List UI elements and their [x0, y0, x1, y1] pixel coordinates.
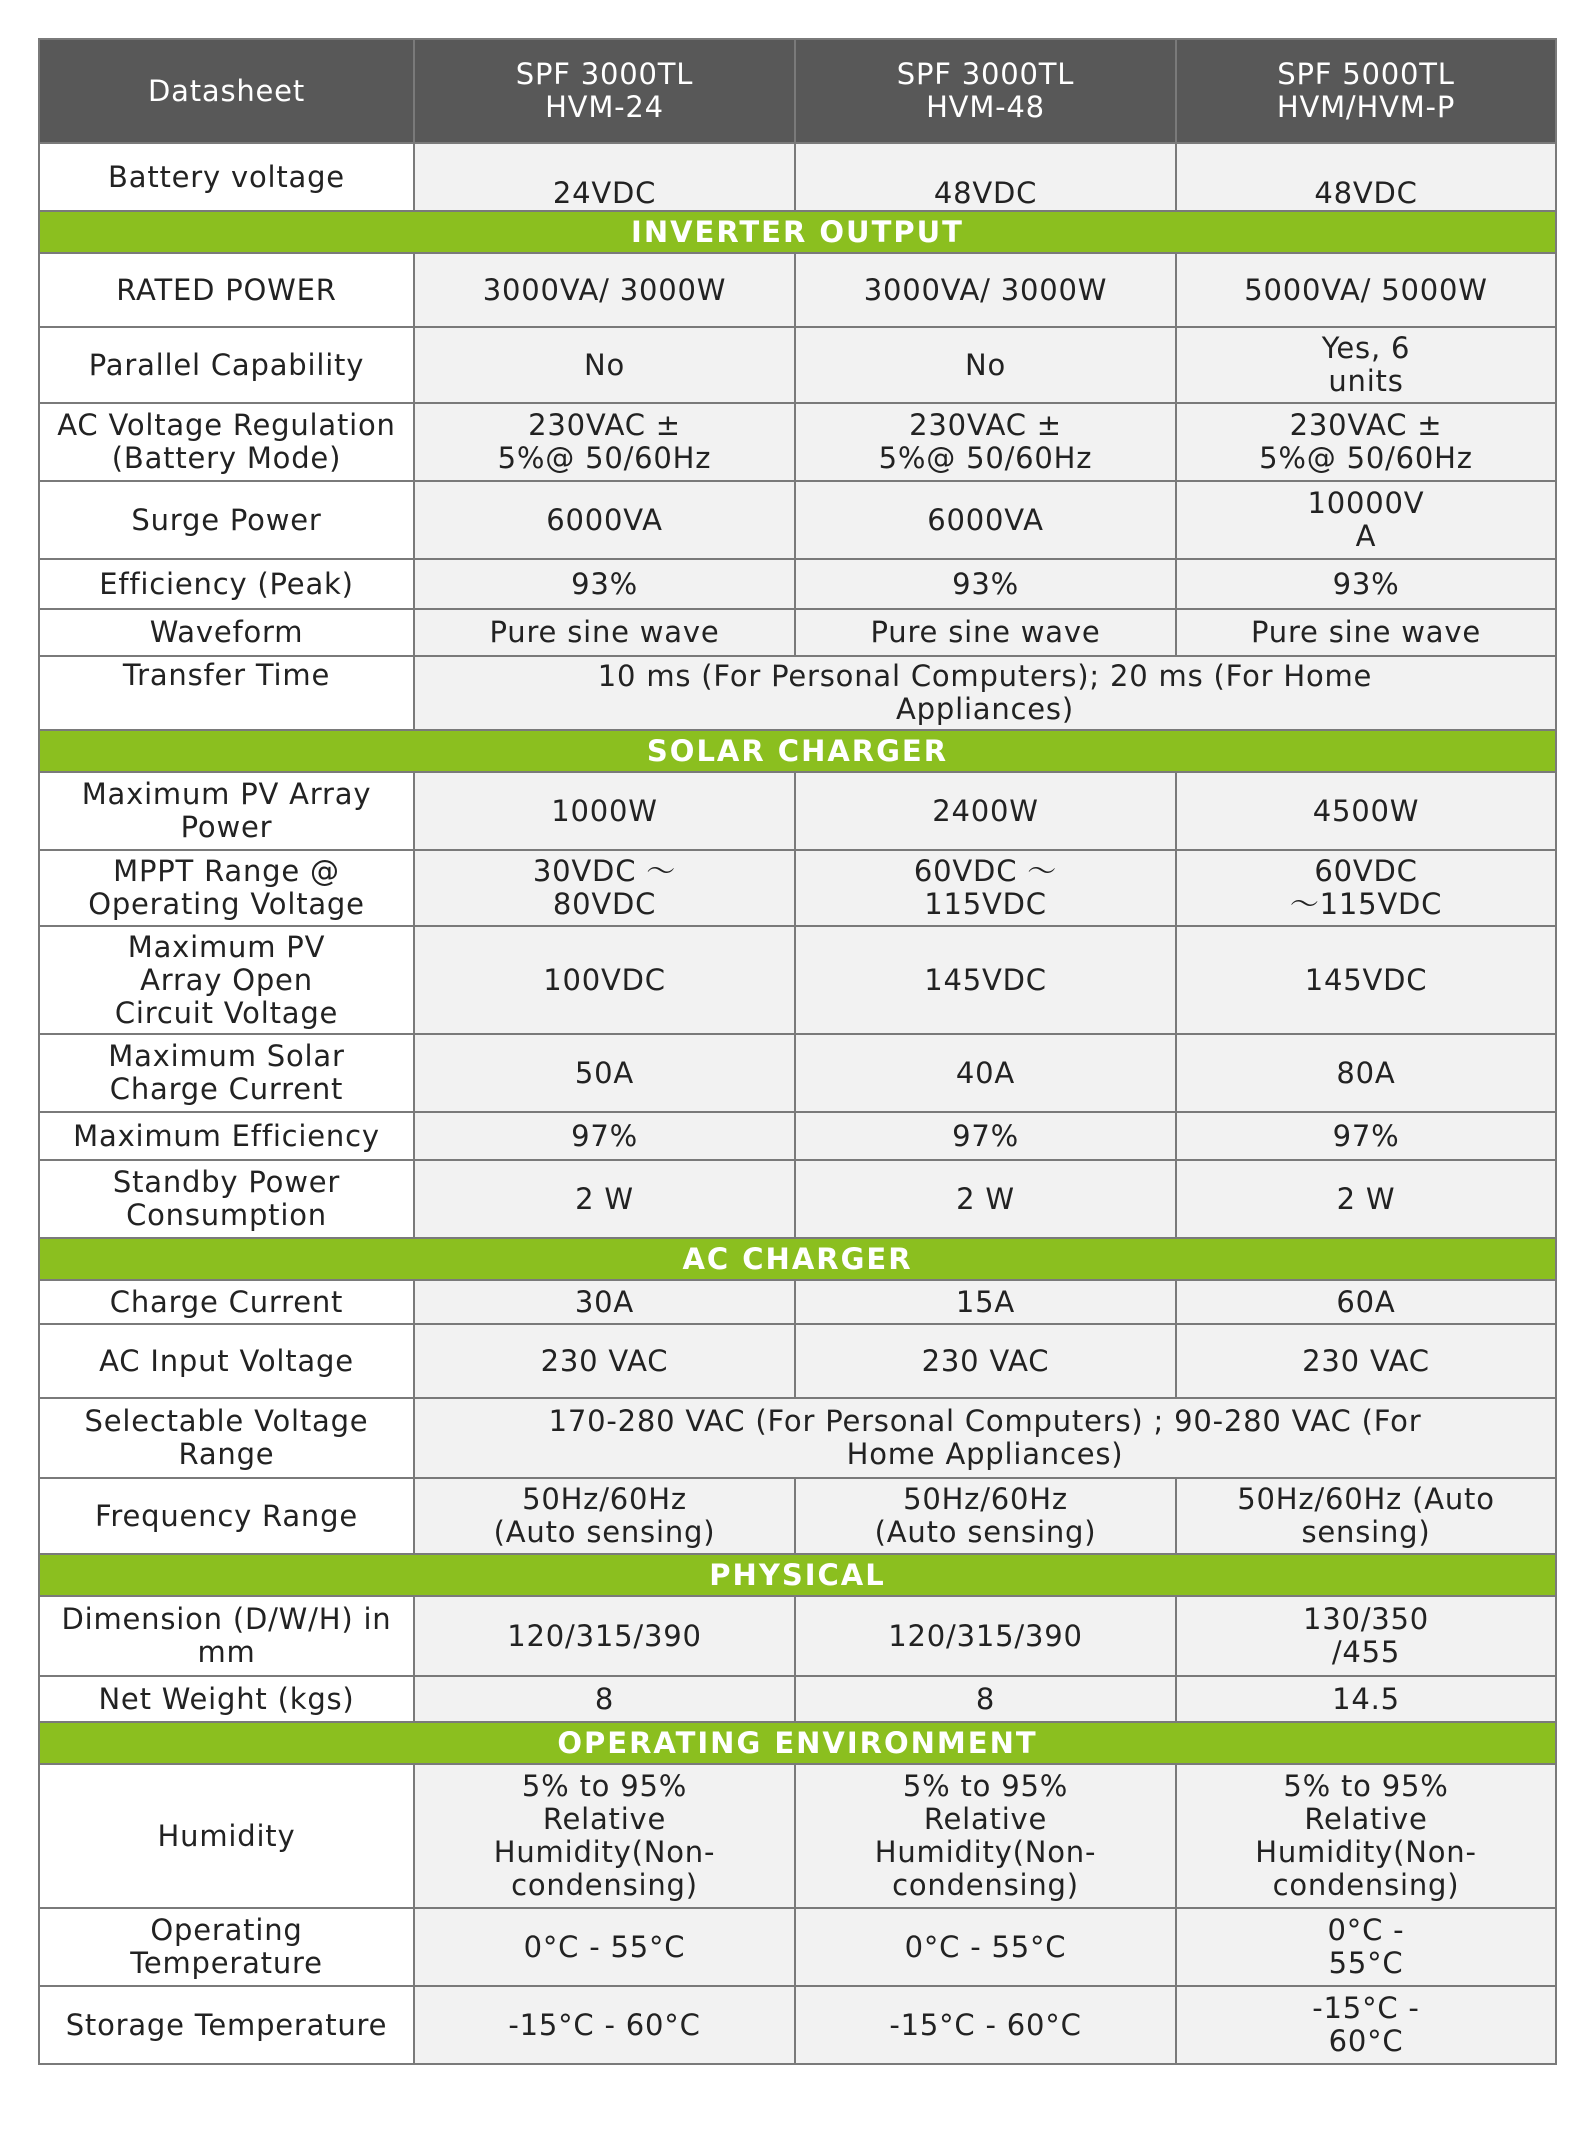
cell-value: 10000V A: [1176, 481, 1556, 559]
header-label: Datasheet: [39, 39, 414, 143]
cell-value: 230 VAC: [414, 1324, 795, 1398]
row-label: Humidity: [39, 1764, 414, 1908]
row-label: RATED POWER: [39, 253, 414, 327]
section-title: INVERTER OUTPUT: [39, 211, 1556, 253]
cell-value: 100VDC: [414, 926, 795, 1034]
cell-value: 60VDC ～ 115VDC: [795, 850, 1176, 926]
row-ac-voltage-regulation: [39, 403, 1556, 481]
row-standby-power: [39, 1160, 1556, 1238]
cell-value-merged: 10 ms (For Personal Computers); 20 ms (For Home Appliances): [414, 656, 1556, 730]
cell-value: -15°C - 60°C: [795, 1986, 1176, 2064]
row-label: Maximum Solar Charge Current: [39, 1034, 414, 1112]
row-efficiency-peak: [39, 559, 1556, 609]
row-label: Standby Power Consumption: [39, 1160, 414, 1238]
row-label: Operating Temperature: [39, 1908, 414, 1986]
cell-value: 30VDC ～ 80VDC: [414, 850, 795, 926]
row-charge-current: [39, 1280, 1556, 1324]
model-1-header: SPF 3000TL HVM-24: [414, 39, 795, 143]
cell-value: Pure sine wave: [1176, 609, 1556, 656]
row-label: Maximum PV Array Open Circuit Voltage: [39, 926, 414, 1034]
row-max-pv-array-power: [39, 772, 1556, 850]
row-battery-voltage: [39, 143, 1556, 211]
cell-value: 4500W: [1176, 772, 1556, 850]
cell-value: 97%: [795, 1112, 1176, 1160]
row-humidity: [39, 1764, 1556, 1908]
cell-value: 3000VA/ 3000W: [414, 253, 795, 327]
row-selectable-voltage-range: [39, 1398, 1556, 1478]
row-label: Surge Power: [39, 481, 414, 559]
cell-value: 30A: [414, 1280, 795, 1324]
cell-value: 97%: [1176, 1112, 1556, 1160]
cell-value: 6000VA: [414, 481, 795, 559]
cell-value: 130/350 /455: [1176, 1596, 1556, 1676]
cell-value: 80A: [1176, 1034, 1556, 1112]
row-transfer-time: [39, 656, 1556, 730]
cell-value: 2 W: [1176, 1160, 1556, 1238]
row-label: Waveform: [39, 609, 414, 656]
row-dimension: [39, 1596, 1556, 1676]
cell-value: 5% to 95% Relative Humidity(Non- condensing): [1176, 1764, 1556, 1908]
cell-value: 48VDC: [1176, 143, 1556, 211]
cell-value-merged: 170-280 VAC (For Personal Computers) ; 90-280 VAC (For Home Appliances): [414, 1398, 1556, 1478]
cell-value: -15°C - 60°C: [1176, 1986, 1556, 2064]
row-parallel-capability: [39, 327, 1556, 403]
cell-value: 0°C - 55°C: [1176, 1908, 1556, 1986]
model-3-header: SPF 5000TL HVM/HVM-P: [1176, 39, 1556, 143]
cell-value: Pure sine wave: [795, 609, 1176, 656]
cell-value: 0°C - 55°C: [414, 1908, 795, 1986]
row-net-weight: [39, 1676, 1556, 1722]
row-label: Battery voltage: [39, 143, 414, 211]
row-label: Efficiency (Peak): [39, 559, 414, 609]
cell-value: 48VDC: [795, 143, 1176, 211]
section-title: OPERATING ENVIRONMENT: [39, 1722, 1556, 1764]
row-label: Net Weight (kgs): [39, 1676, 414, 1722]
row-max-solar-charge-current: [39, 1034, 1556, 1112]
row-ac-input-voltage: [39, 1324, 1556, 1398]
row-operating-temperature: [39, 1908, 1556, 1986]
datasheet-table: [38, 38, 1557, 2065]
cell-value: 1000W: [414, 772, 795, 850]
section-title: PHYSICAL: [39, 1554, 1556, 1596]
row-label: Maximum PV Array Power: [39, 772, 414, 850]
cell-value: No: [414, 327, 795, 403]
cell-value: Pure sine wave: [414, 609, 795, 656]
section-title: AC CHARGER: [39, 1238, 1556, 1280]
cell-value: 5% to 95% Relative Humidity(Non- condensing): [414, 1764, 795, 1908]
cell-value: 5% to 95% Relative Humidity(Non- condensing): [795, 1764, 1176, 1908]
cell-value: No: [795, 327, 1176, 403]
section-solar-charger: [39, 730, 1556, 772]
row-label: Storage Temperature: [39, 1986, 414, 2064]
row-frequency-range: [39, 1478, 1556, 1554]
cell-value: 145VDC: [795, 926, 1176, 1034]
row-rated-power: [39, 253, 1556, 327]
cell-value: 50Hz/60Hz (Auto sensing): [1176, 1478, 1556, 1554]
section-inverter-output: [39, 211, 1556, 253]
cell-value: 50Hz/60Hz (Auto sensing): [795, 1478, 1176, 1554]
cell-value: 2 W: [414, 1160, 795, 1238]
row-label: MPPT Range @ Operating Voltage: [39, 850, 414, 926]
cell-value: 40A: [795, 1034, 1176, 1112]
cell-value: -15°C - 60°C: [414, 1986, 795, 2064]
model-2-header: SPF 3000TL HVM-48: [795, 39, 1176, 143]
cell-value: 6000VA: [795, 481, 1176, 559]
cell-value: 8: [414, 1676, 795, 1722]
row-label: Selectable Voltage Range: [39, 1398, 414, 1478]
cell-value: 230VAC ± 5%@ 50/60Hz: [414, 403, 795, 481]
section-physical: [39, 1554, 1556, 1596]
cell-value: 60A: [1176, 1280, 1556, 1324]
cell-value: 93%: [795, 559, 1176, 609]
row-label: Transfer Time: [39, 656, 414, 730]
row-label: AC Voltage Regulation (Battery Mode): [39, 403, 414, 481]
cell-value: Yes, 6 units: [1176, 327, 1556, 403]
cell-value: 5000VA/ 5000W: [1176, 253, 1556, 327]
cell-value: 93%: [1176, 559, 1556, 609]
section-ac-charger: [39, 1238, 1556, 1280]
cell-value: 230VAC ± 5%@ 50/60Hz: [1176, 403, 1556, 481]
cell-value: 93%: [414, 559, 795, 609]
cell-value: 2400W: [795, 772, 1176, 850]
cell-value: 120/315/390: [414, 1596, 795, 1676]
row-max-pv-open-circuit: [39, 926, 1556, 1034]
row-label: Maximum Efficiency: [39, 1112, 414, 1160]
cell-value: 230 VAC: [795, 1324, 1176, 1398]
cell-value: 2 W: [795, 1160, 1176, 1238]
cell-value: 15A: [795, 1280, 1176, 1324]
row-mppt-range: [39, 850, 1556, 926]
row-label: Charge Current: [39, 1280, 414, 1324]
cell-value: 145VDC: [1176, 926, 1556, 1034]
cell-value: 230 VAC: [1176, 1324, 1556, 1398]
cell-value: 24VDC: [414, 143, 795, 211]
header-row: [39, 39, 1556, 143]
cell-value: 14.5: [1176, 1676, 1556, 1722]
cell-value: 120/315/390: [795, 1596, 1176, 1676]
row-label: Parallel Capability: [39, 327, 414, 403]
section-operating-environment: [39, 1722, 1556, 1764]
row-waveform: [39, 609, 1556, 656]
cell-value: 50Hz/60Hz (Auto sensing): [414, 1478, 795, 1554]
cell-value: 3000VA/ 3000W: [795, 253, 1176, 327]
cell-value: 50A: [414, 1034, 795, 1112]
cell-value: 0°C - 55°C: [795, 1908, 1176, 1986]
row-label: AC Input Voltage: [39, 1324, 414, 1398]
row-storage-temperature: [39, 1986, 1556, 2064]
row-label: Dimension (D/W/H) in mm: [39, 1596, 414, 1676]
cell-value: 8: [795, 1676, 1176, 1722]
row-max-efficiency: [39, 1112, 1556, 1160]
row-label: Frequency Range: [39, 1478, 414, 1554]
cell-value: 60VDC ～115VDC: [1176, 850, 1556, 926]
cell-value: 230VAC ± 5%@ 50/60Hz: [795, 403, 1176, 481]
cell-value: 97%: [414, 1112, 795, 1160]
row-surge-power: [39, 481, 1556, 559]
section-title: SOLAR CHARGER: [39, 730, 1556, 772]
